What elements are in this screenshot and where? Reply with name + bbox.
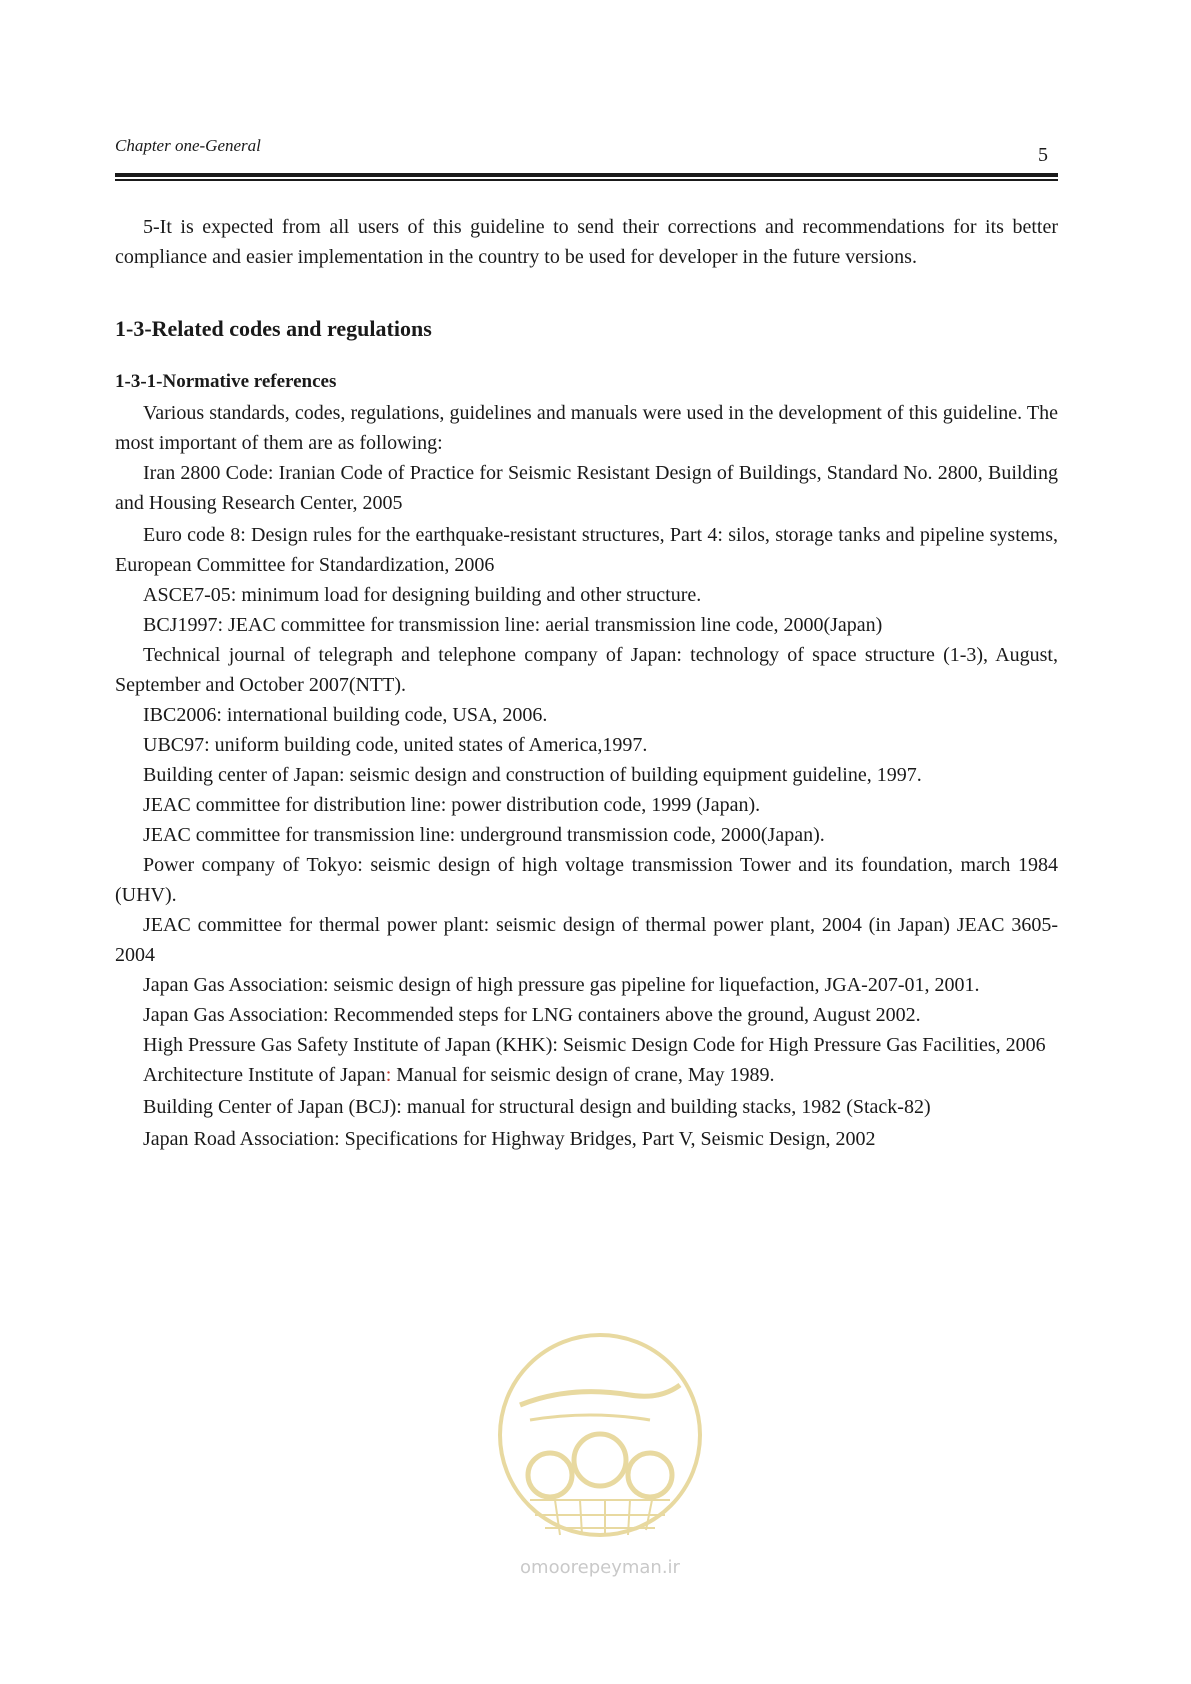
reference-item: Euro code 8: Design rules for the earthquake-resistant structures, Part 4: silos, storage tanks and pipeline systems, European Committee for Standardization, 2006 <box>115 524 1058 576</box>
watermark-site: omoorepeyman.ir <box>520 1557 680 1578</box>
reference-item: Building center of Japan: seismic design and construction of building equipment guideline, 1997. <box>143 764 922 786</box>
header-rule-thin <box>115 179 1058 181</box>
reference-item-architecture <box>115 1060 1058 1090</box>
chapter-title: Chapter one-General <box>115 136 261 155</box>
reference-item: Iran 2800 Code: Iranian Code of Practice for Seismic Resistant Design of Buildings, Standard No. 2800, Building and Housing Research Center, 2005 <box>115 462 1058 514</box>
page-content <box>115 212 1058 1154</box>
reference-item: Japan Gas Association: Recommended steps for LNG containers above the ground, August 2002. <box>143 1004 921 1026</box>
reference-item: Technical journal of telegraph and telephone company of Japan: technology of space structure (1-3), August, September and October 2007(NTT). <box>115 644 1058 696</box>
reference-item: JEAC committee for distribution line: power distribution code, 1999 (Japan). <box>143 794 761 816</box>
page-number: 5 <box>1038 144 1048 166</box>
reference-item: IBC2006: international building code, USA, 2006. <box>143 704 548 726</box>
reference-architecture-source: Architecture Institute of Japan <box>143 1064 386 1086</box>
reference-architecture-title: Manual for seismic design of crane, May 1989. <box>391 1064 775 1086</box>
intro-paragraph: 5-It is expected from all users of this guideline to send their corrections and recommendations for its better compliance and easier implementation in the country to be used for developer in the future versions. <box>115 216 1058 268</box>
watermark-logo-icon <box>490 1325 710 1555</box>
reference-item: Building Center of Japan (BCJ): manual for structural design and building stacks, 1982 (Stack-82) <box>143 1096 931 1118</box>
reference-item: ASCE7-05: minimum load for designing building and other structure. <box>143 584 702 606</box>
reference-item: Power company of Tokyo: seismic design of high voltage transmission Tower and its foundation, march 1984 (UHV). <box>115 854 1058 906</box>
reference-item: JEAC committee for thermal power plant: seismic design of thermal power plant, 2004 (in Japan) JEAC 3605-2004 <box>115 914 1058 966</box>
reference-item: High Pressure Gas Safety Institute of Japan (KHK): Seismic Design Code for High Pressure Gas Facilities, 2006 <box>143 1034 1046 1056</box>
reference-item: JEAC committee for transmission line: underground transmission code, 2000(Japan). <box>143 824 825 846</box>
page-header <box>115 136 1058 176</box>
watermark <box>490 1325 710 1585</box>
reference-item: UBC97: uniform building code, united states of America,1997. <box>143 734 648 756</box>
section-heading: 1-3-Related codes and regulations <box>115 316 432 341</box>
reference-architecture-colon: : <box>385 1064 392 1086</box>
reference-item: Japan Road Association: Specifications for Highway Bridges, Part V, Seismic Design, 2002 <box>143 1128 876 1150</box>
reference-item: Japan Gas Association: seismic design of high pressure gas pipeline for liquefaction, JGA-207-01, 2001. <box>143 974 980 996</box>
header-rule-thick <box>115 173 1058 177</box>
reference-list <box>115 458 1058 1154</box>
subsection-heading: 1-3-1-Normative references <box>115 371 337 392</box>
references-lead: Various standards, codes, regulations, guidelines and manuals were used in the development of this guideline. The most important of them are as following: <box>115 402 1058 454</box>
reference-item: BCJ1997: JEAC committee for transmission line: aerial transmission line code, 2000(Japan) <box>143 614 883 636</box>
